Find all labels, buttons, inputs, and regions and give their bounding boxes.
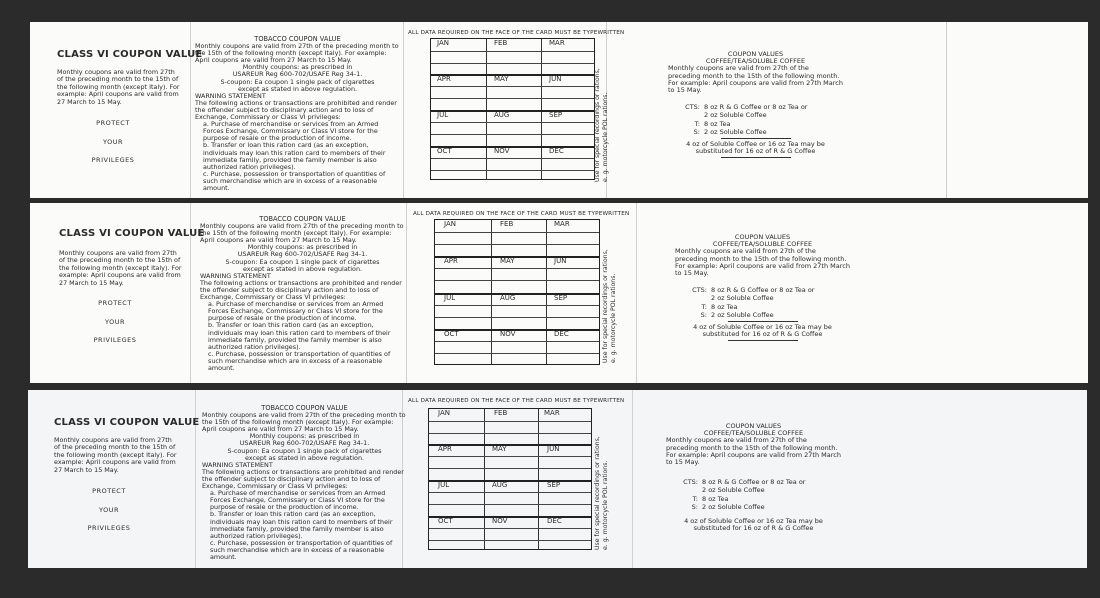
month-cell-jul: JUL — [438, 481, 450, 489]
month-cell-nov: NOV — [500, 330, 516, 338]
tobacco-line: USAREUR Reg 600-702/USAFE Reg 34-1. — [232, 70, 363, 79]
grid-header: ALL DATA REQUIRED ON THE FACE OF THE CARD MUST BE TYPEWRITTEN — [408, 398, 625, 404]
s-value: 2 oz Soluble Coffee — [704, 127, 767, 136]
month-cell-aug: AUG — [500, 294, 516, 302]
month-cell-dec: DEC — [547, 517, 562, 525]
ration-card-2 — [30, 203, 1088, 383]
tobacco-intro: Monthly coupons are valid from 27th of the preceding month to the 15th of the following month (except Italy). For example: April coupons are valid from 27 March to 15 May. — [200, 222, 404, 245]
tobacco-line: Monthly coupons: as prescribed in — [247, 243, 358, 252]
warning-item-c: c. Purchase, possession or transportation of quantities of such merchandise which are in excess of a reasonable amount. — [210, 538, 393, 561]
class-vi-text: Monthly coupons are valid from 27th of the preceding month to the 15th of the following month (except Italy). For example: April coupons are valid from 27 March to 15 May. — [54, 436, 177, 474]
divider — [728, 321, 798, 322]
coffee-intro: Monthly coupons are valid from 27th of the preceding month to the 15th of the following month. For example: April coupons are valid from 27th March to 15 May. — [666, 436, 841, 467]
tobacco-section — [202, 405, 407, 561]
tobacco-line: S-coupon: Ea coupon 1 single pack of cigarettes — [227, 446, 382, 455]
warning-item-b: b. Transfer or loan this ration card (as an exception, individuals may loan this ration card to members of their immediate family, provided the family member is also authorized ration privileges). — [208, 321, 391, 351]
t-key: T: — [692, 494, 698, 503]
fold-line — [636, 203, 637, 383]
s-key: S: — [691, 502, 698, 511]
your-label: YOUR — [98, 506, 119, 514]
side-note: Use for special recordings or rations, e. g. motorcycle POL rations. — [602, 249, 617, 363]
divider — [728, 340, 798, 341]
privileges-label: PRIVILEGES — [87, 524, 131, 532]
month-cell-jul: JUL — [444, 294, 456, 302]
fold-line — [403, 22, 404, 198]
month-cell-apr: APR — [444, 257, 458, 265]
month-cell-jun: JUN — [549, 75, 562, 83]
month-cell-sep: SEP — [554, 294, 568, 302]
fold-line — [406, 203, 407, 383]
tobacco-line: S-coupon: Ea coupon 1 single pack of cigarettes — [220, 77, 375, 86]
coffee-title: COUPON VALUES — [727, 50, 784, 58]
protect-label: PROTECT — [92, 487, 126, 495]
t-value: 8 oz Tea — [711, 302, 738, 311]
month-cell-oct: OCT — [438, 517, 453, 525]
tobacco-title: TOBACCO COUPON VALUE — [259, 215, 346, 223]
warning-text: The following actions or transactions are prohibited and render the offender subject to disciplinary action and to loss of Exchange, Commissary or Class VI privileges: — [200, 278, 402, 302]
s-key: S: — [700, 310, 707, 319]
cts-key: CTS: — [692, 286, 707, 295]
coffee-note: 4 oz of Soluble Coffee or 16 oz Tea may be substituted for 16 oz of R & G Coffee — [686, 140, 825, 156]
coffee-intro: Monthly coupons are valid from 27th of the preceding month to the 15th of the following month. For example: April coupons are valid from 27th March to 15 May. — [675, 247, 850, 278]
month-cell-nov: NOV — [492, 517, 508, 525]
coffee-note: 4 oz of Soluble Coffee or 16 oz Tea may be substituted for 16 oz of R & G Coffee — [693, 323, 832, 339]
month-cell-mar: MAR — [549, 39, 565, 47]
month-cell-oct: OCT — [444, 330, 459, 338]
ration-card-3 — [28, 390, 1087, 568]
cts-key: CTS: — [685, 103, 700, 112]
cts-value: 8 oz R & G Coffee or 8 oz Tea or — [704, 103, 808, 112]
month-cell-nov: NOV — [494, 147, 510, 155]
tobacco-line: USAREUR Reg 600-702/USAFE Reg 34-1. — [237, 250, 368, 259]
month-cell-dec: DEC — [549, 147, 564, 155]
month-cell-dec: DEC — [554, 330, 569, 338]
coffee-subtitle: COFFEE/TEA/SOLUBLE COFFEE — [703, 429, 804, 438]
class-vi-title: CLASS VI COUPON VALUE — [54, 417, 200, 428]
tobacco-line: USAREUR Reg 600-702/USAFE Reg 34-1. — [239, 439, 370, 448]
fold-line — [632, 390, 633, 568]
fold-line — [946, 22, 947, 198]
coffee-title: COUPON VALUES — [725, 422, 782, 430]
s-value: 2 oz Soluble Coffee — [702, 502, 765, 511]
ration-card-1 — [30, 22, 1088, 198]
warning-title: WARNING STATEMENT — [200, 271, 271, 280]
t-key: T: — [701, 302, 707, 311]
month-grid — [430, 38, 595, 180]
tobacco-section — [200, 216, 405, 372]
protect-label: PROTECT — [96, 119, 130, 127]
coffee-title: COUPON VALUES — [734, 233, 791, 241]
tobacco-title: TOBACCO COUPON VALUE — [261, 404, 348, 412]
grid-header: ALL DATA REQUIRED ON THE FACE OF THE CARD MUST BE TYPEWRITTEN — [413, 211, 630, 217]
month-cell-feb: FEB — [494, 409, 508, 417]
month-cell-oct: OCT — [437, 147, 452, 155]
month-cell-sep: SEP — [549, 111, 563, 119]
protect-label: PROTECT — [98, 299, 132, 307]
tobacco-line: except as stated in above regulation. — [242, 264, 363, 273]
tobacco-title: TOBACCO COUPON VALUE — [254, 35, 341, 43]
warning-title: WARNING STATEMENT — [195, 91, 266, 100]
coffee-section — [675, 234, 850, 343]
warning-item-c: c. Purchase, possession or transportation of quantities of such merchandise which are in excess of a reasonable amount. — [203, 169, 386, 192]
month-cell-aug: AUG — [492, 481, 508, 489]
s-value: 2 oz Soluble Coffee — [711, 310, 774, 319]
month-grid — [428, 408, 592, 550]
month-cell-jun: JUN — [547, 445, 560, 453]
divider — [721, 157, 791, 158]
month-cell-apr: APR — [437, 75, 451, 83]
month-cell-may: MAY — [492, 445, 507, 453]
month-cell-sep: SEP — [547, 481, 561, 489]
tobacco-line: except as stated in above regulation. — [237, 84, 358, 93]
tobacco-line: Monthly coupons: as prescribed in — [249, 432, 360, 441]
tobacco-line: S-coupon: Ea coupon 1 single pack of cigarettes — [225, 257, 380, 266]
month-cell-jan: JAN — [444, 220, 456, 228]
warning-item-b: b. Transfer or loan this ration card (as an exception, individuals may loan this ration card to members of their immediate family, provided the family member is also authorized ration privileges). — [203, 141, 386, 171]
s-key: S: — [693, 127, 700, 136]
warning-item-a: a. Purchase of merchandise or services from an Armed Forces Exchange, Commissary or Class VI store for the purpose of resale or the production of income. — [203, 120, 379, 143]
warning-text: The following actions or transactions are prohibited and render the offender subject to disciplinary action and to loss of Exchange, Commissary or Class VI privileges: — [202, 467, 404, 491]
warning-item-a: a. Purchase of merchandise or services from an Armed Forces Exchange, Commissary or Class VI store for the purpose of resale or the production of income. — [210, 489, 386, 512]
tobacco-line: except as stated in above regulation. — [244, 453, 365, 462]
class-vi-title: CLASS VI COUPON VALUE — [59, 228, 205, 239]
warning-title: WARNING STATEMENT — [202, 460, 273, 469]
warning-text: The following actions or transactions are prohibited and render the offender subject to disciplinary action and to loss of Exchange, Commissary or Class VI privileges: — [195, 98, 397, 122]
side-note: Use for special recordings or rations, e. g. motorcycle POL rations. — [594, 436, 609, 550]
coffee-note: 4 oz of Soluble Coffee or 16 oz Tea may be substituted for 16 oz of R & G Coffee — [684, 517, 823, 533]
class-vi-text: Monthly coupons are valid from 27th of the preceding month to the 15th of the following month (except Italy). For example: April coupons are valid from 27 March to 15 May. — [59, 249, 182, 287]
month-cell-jun: JUN — [554, 257, 567, 265]
month-cell-feb: FEB — [500, 220, 514, 228]
your-label: YOUR — [102, 138, 123, 146]
cts-key: CTS: — [683, 478, 698, 487]
side-note: Use for special recordings or rations, e. g. motorcycle POL rations. — [594, 68, 609, 182]
privileges-label: PRIVILEGES — [93, 336, 137, 344]
month-cell-feb: FEB — [494, 39, 508, 47]
warning-item-b: b. Transfer or loan this ration card (as an exception, individuals may loan this ration card to members of their immediate family, provided the family member is also authorized ration privileges). — [210, 510, 393, 540]
your-label: YOUR — [104, 318, 125, 326]
month-grid — [434, 219, 600, 365]
month-cell-may: MAY — [494, 75, 509, 83]
month-cell-jan: JAN — [438, 409, 450, 417]
warning-item-c: c. Purchase, possession or transportation of quantities of such merchandise which are in excess of a reasonable amount. — [208, 349, 391, 372]
class-vi-title: CLASS VI COUPON VALUE — [57, 49, 203, 60]
month-cell-apr: APR — [438, 445, 452, 453]
t-value: 8 oz Tea — [704, 119, 731, 128]
class-vi-text: Monthly coupons are valid from 27th of the preceding month to the 15th of the following month (except Italy). For example: April coupons are valid from 27 March to 15 May. — [57, 68, 180, 106]
tobacco-intro: Monthly coupons are valid from 27th of the preceding month to the 15th of the following month (except Italy). For example: April coupons are valid from 27 March to 15 May. — [195, 42, 399, 65]
coffee-intro: Monthly coupons are valid from 27th of the preceding month to the 15th of the following month. For example: April coupons are valid from 27th March to 15 May. — [668, 64, 843, 95]
month-cell-mar: MAR — [544, 409, 560, 417]
grid-header: ALL DATA REQUIRED ON THE FACE OF THE CARD MUST BE TYPEWRITTEN — [408, 30, 625, 36]
coffee-subtitle: COFFEE/TEA/SOLUBLE COFFEE — [712, 240, 813, 249]
divider — [721, 138, 791, 139]
cts-value-2: 2 oz Soluble Coffee — [702, 486, 765, 495]
month-cell-may: MAY — [500, 257, 515, 265]
coffee-section — [668, 51, 843, 160]
cts-value-2: 2 oz Soluble Coffee — [711, 294, 774, 303]
coffee-section — [666, 423, 841, 532]
warning-item-a: a. Purchase of merchandise or services from an Armed Forces Exchange, Commissary or Class VI store for the purpose of resale or the production of income. — [208, 300, 384, 323]
tobacco-intro: Monthly coupons are valid from 27th of the preceding month to the 15th of the following month (except Italy). For example: April coupons are valid from 27 March to 15 May. — [202, 411, 406, 434]
month-cell-mar: MAR — [554, 220, 570, 228]
month-cell-jul: JUL — [437, 111, 449, 119]
t-key: T: — [694, 119, 700, 128]
cts-value-2: 2 oz Soluble Coffee — [704, 111, 767, 120]
coffee-subtitle: COFFEE/TEA/SOLUBLE COFFEE — [705, 57, 806, 66]
tobacco-line: Monthly coupons: as prescribed in — [242, 63, 353, 72]
cts-value: 8 oz R & G Coffee or 8 oz Tea or — [702, 478, 806, 487]
cts-value: 8 oz R & G Coffee or 8 oz Tea or — [711, 286, 815, 295]
privileges-label: PRIVILEGES — [91, 156, 135, 164]
tobacco-section — [195, 36, 400, 192]
month-cell-aug: AUG — [494, 111, 510, 119]
t-value: 8 oz Tea — [702, 494, 729, 503]
month-cell-jan: JAN — [437, 39, 449, 47]
